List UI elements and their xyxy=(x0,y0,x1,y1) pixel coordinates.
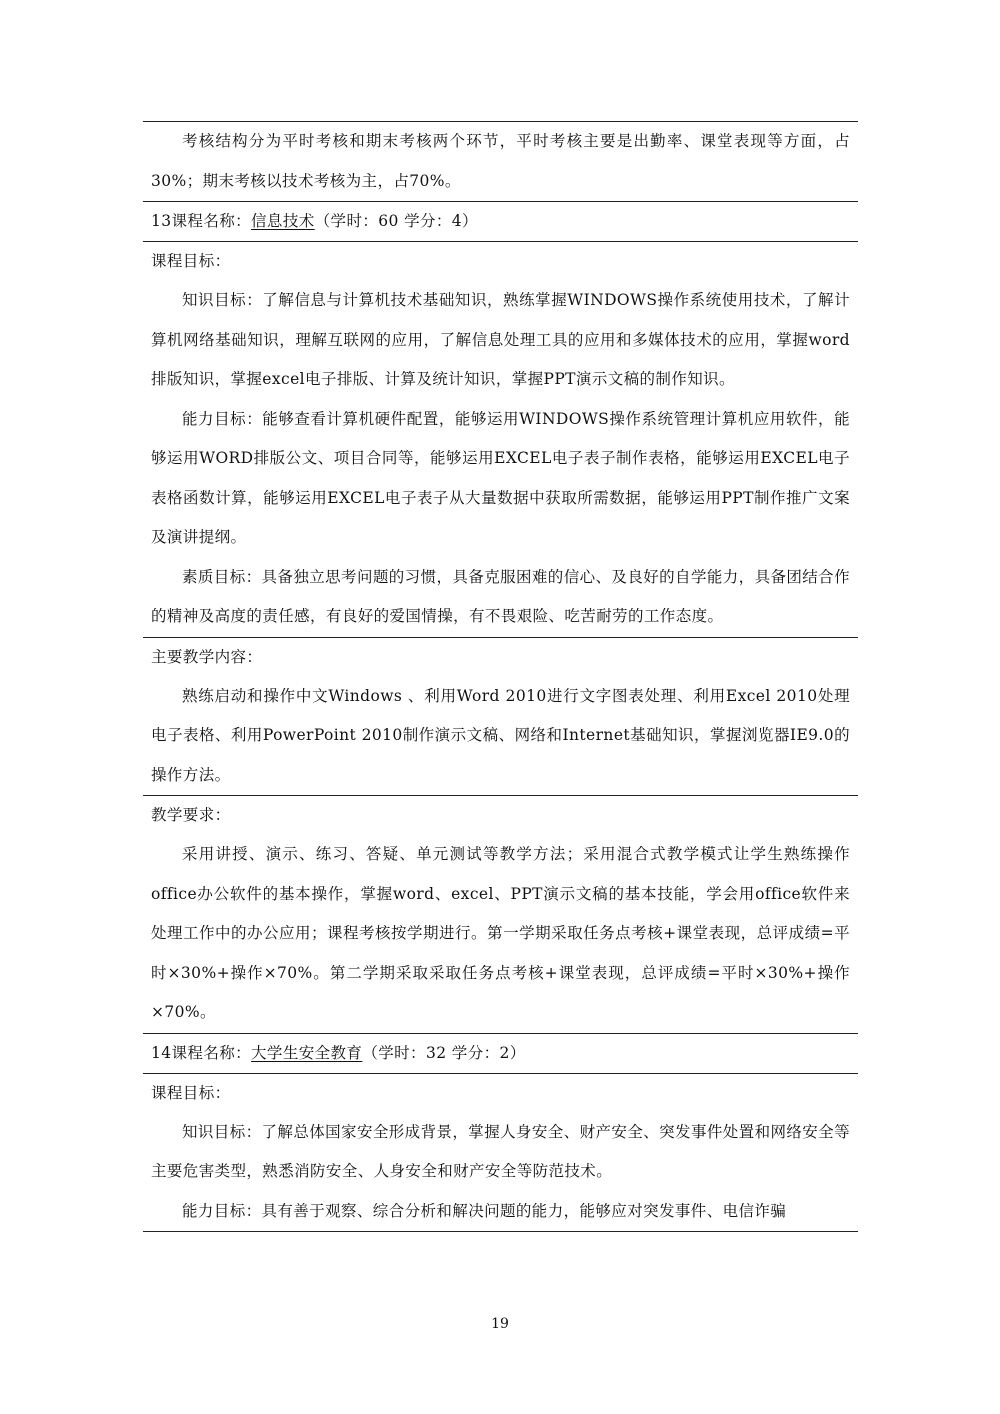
course13-content-text: 熟练启动和操作中文Windows 、利用Word 2010进行文字图表处理、利用Excel 2010处理电子表格、利用PowerPoint 2010制作演示文稿、网络和Internet基础知识，掌握浏览器IE9.0的操作方法。 xyxy=(151,686,850,784)
course14-heading-suffix: （学时：32 学分：2） xyxy=(362,1043,526,1062)
course14-heading xyxy=(151,1034,850,1073)
course13-heading-prefix: 13课程名称： xyxy=(151,212,252,230)
page-number: 19 xyxy=(491,1316,509,1332)
course14-heading-prefix: 14课程名称： xyxy=(151,1043,252,1062)
course13-name: 信息技术 xyxy=(251,212,315,230)
course13-requirements-text: 采用讲授、演示、练习、答疑、单元测试等教学方法；采用混合式教学模式让学生熟练操作office办公软件的基本操作，掌握word、excel、PPT演示文稿的基本技能，学会用office软件来处理工作中的办公应用；课程考核按学期进行。第一学期采取任务点考核+课堂表现，总评成绩=平时×30%+操作×70%。第二学期采取采取任务点考核+课堂表现，总评成绩=平时×30%+操作×70%。 xyxy=(151,845,850,1021)
course13-goal-ability: 能力目标：能够查看计算机硬件配置，能够运用WINDOWS操作系统管理计算机应用软件，能够运用WORD排版公文、项目合同等，能够运用EXCEL电子表子制作表格，能够运用EXCEL电子表格函数计算，能够运用EXCEL电子表子从大量数据中获取所需数据，能够运用PPT制作推广文案及演讲提纲。 xyxy=(151,409,850,546)
course13-goals-title: 课程目标： xyxy=(151,252,231,270)
document-table xyxy=(143,121,858,1232)
course13-content-title: 主要教学内容： xyxy=(151,647,263,666)
course14-name: 大学生安全教育 xyxy=(251,1043,363,1062)
course13-goals-row xyxy=(143,241,858,637)
course13-content-row xyxy=(143,637,858,796)
course13-heading-row xyxy=(143,201,858,241)
course14-goal-ability: 能力目标：具有善于观察、综合分析和解决问题的能力，能够应对突发事件、电信诈骗 xyxy=(182,1201,787,1220)
course13-goal-knowledge: 知识目标：了解信息与计算机技术基础知识，熟练掌握WINDOWS操作系统使用技术，了解计算机网络基础知识，理解互联网的应用，了解信息处理工具的应用和多媒体技术的应用，掌握word排版知识，掌握excel电子排版、计算及统计知识，掌握PPT演示文稿的制作知识。 xyxy=(151,291,850,388)
course13-requirements-row xyxy=(143,795,858,1033)
course13-requirements-title: 教学要求： xyxy=(151,806,231,824)
assessment-row xyxy=(143,121,858,201)
course13-goal-quality: 素质目标：具备独立思考问题的习惯，具备克服困难的信心、及良好的自学能力，具备团结合作的精神及高度的责任感，有良好的爱国情操，有不畏艰险、吃苦耐劳的工作态度。 xyxy=(151,567,850,625)
course13-heading xyxy=(151,202,850,241)
course13-heading-suffix: （学时：60 学分：4） xyxy=(314,212,478,230)
course14-goals-row xyxy=(143,1073,858,1233)
course14-heading-row xyxy=(143,1033,858,1073)
course14-goals-title: 课程目标： xyxy=(151,1083,231,1102)
course14-goal-knowledge: 知识目标：了解总体国家安全形成背景，掌握人身安全、财产安全、突发事件处置和网络安全等主要危害类型，熟悉消防安全、人身安全和财产安全等防范技术。 xyxy=(151,1122,850,1180)
assessment-text: 考核结构分为平时考核和期末考核两个环节，平时考核主要是出勤率、课堂表现等方面，占30%；期末考核以技术考核为主，占70%。 xyxy=(151,132,850,190)
